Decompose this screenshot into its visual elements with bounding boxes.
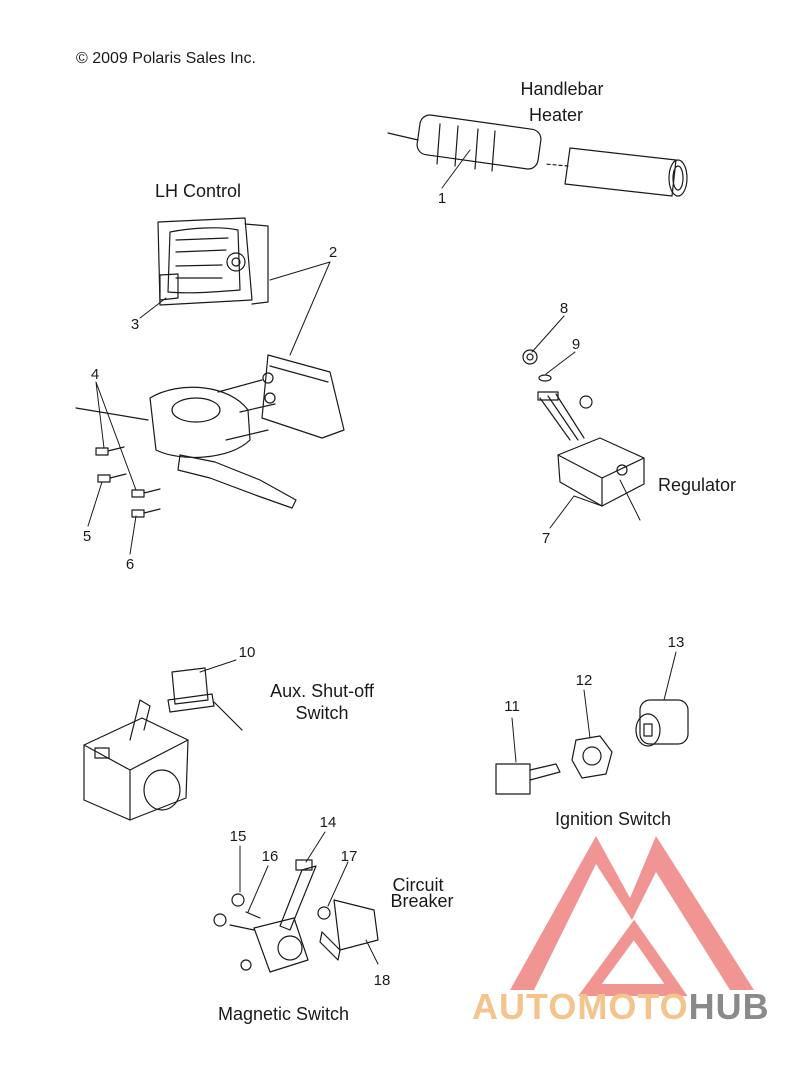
callout-5: 5 — [82, 528, 92, 545]
regulator-part — [523, 350, 644, 506]
lh-control-label: LH Control — [155, 181, 242, 201]
circuit-breaker-label-line2: Breaker — [390, 891, 454, 911]
magnetic-switch-part — [214, 860, 316, 972]
screws — [96, 447, 160, 517]
callout-12: 12 — [575, 672, 593, 689]
callout-2: 2 — [328, 244, 338, 261]
leader-lines — [88, 150, 676, 964]
ignition-switch-part — [496, 700, 688, 794]
copyright-text: © 2009 Polaris Sales Inc. — [76, 50, 256, 67]
callout-18: 18 — [373, 972, 391, 989]
handlebar-heater-label-line1: Handlebar — [520, 79, 604, 99]
callout-7: 7 — [541, 530, 551, 547]
callout-6: 6 — [125, 556, 135, 573]
watermark-text-part1: AUTOMOTO — [472, 986, 689, 1027]
callout-11: 11 — [504, 698, 520, 715]
magnetic-switch-label: Magnetic Switch — [218, 1004, 350, 1024]
handlebar-heater-part — [388, 114, 687, 196]
callout-10: 10 — [238, 644, 256, 661]
callout-9: 9 — [571, 336, 581, 353]
aux-shutoff-label-line1: Aux. Shut-off — [270, 681, 374, 701]
circuit-breaker-part — [318, 900, 378, 960]
watermark-text-part2: HUB — [688, 986, 770, 1027]
callout-17: 17 — [340, 848, 358, 865]
callout-3: 3 — [130, 316, 140, 333]
watermark-text — [472, 986, 770, 1028]
lh-control-assembly — [76, 355, 344, 508]
handlebar-heater-label-line2: Heater — [528, 105, 584, 125]
regulator-label: Regulator — [658, 475, 737, 495]
lh-control-housing — [158, 218, 268, 305]
watermark-logo — [510, 836, 754, 990]
callout-16: 16 — [261, 848, 279, 865]
circuit-breaker-label-line1: Circuit — [392, 875, 444, 895]
callout-14: 14 — [319, 814, 337, 831]
callout-8: 8 — [559, 300, 569, 317]
callout-13: 13 — [667, 634, 685, 651]
callout-4: 4 — [90, 366, 100, 383]
callout-15: 15 — [229, 828, 247, 845]
ignition-switch-label: Ignition Switch — [555, 809, 672, 829]
callout-1: 1 — [437, 190, 447, 207]
aux-shutoff-switch-part — [84, 668, 242, 820]
aux-shutoff-label-line2: Switch — [295, 703, 349, 723]
